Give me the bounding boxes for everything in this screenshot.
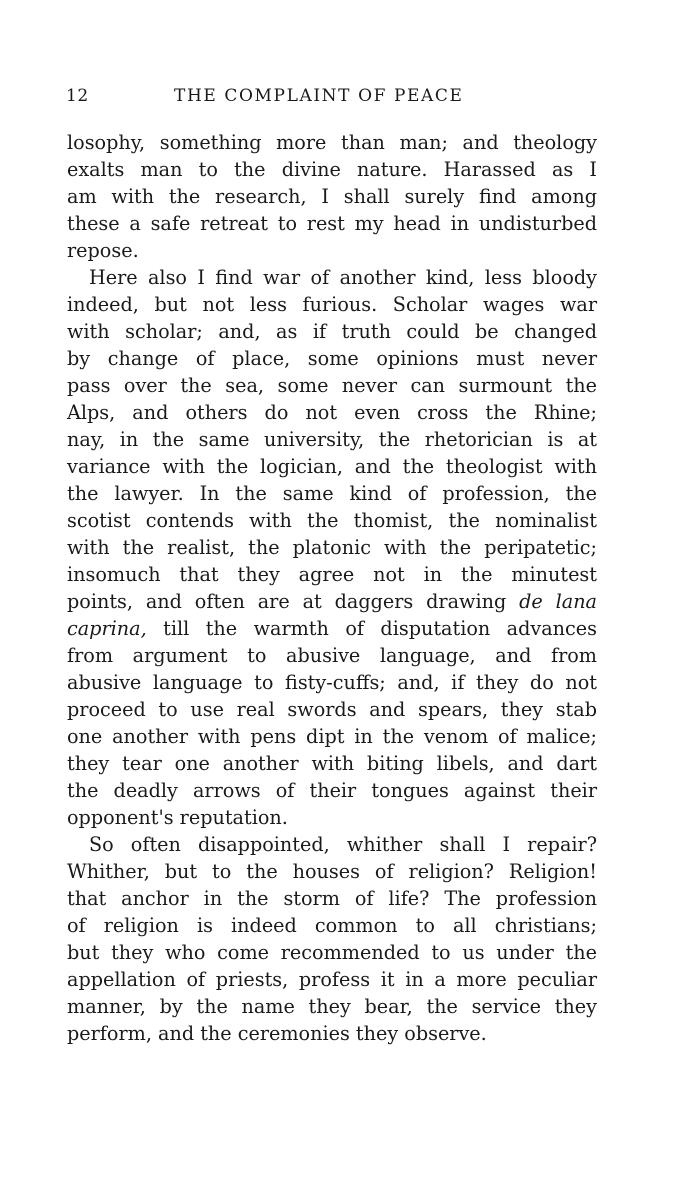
text-line: opponent's reputation. xyxy=(67,806,288,829)
text-line: these a safe retreat to rest my head in undisturbed xyxy=(67,212,597,235)
text-line: that anchor in the storm of life? The profession xyxy=(67,887,597,910)
text-line: proceed to use real swords and spears, they stab xyxy=(67,698,597,721)
text-line: variance with the logician, and the theologist with xyxy=(67,455,597,478)
text-line: but they who come recommended to us under the xyxy=(67,941,597,964)
text-line: repose. xyxy=(67,239,139,262)
text-line: by change of place, some opinions must never xyxy=(67,347,597,370)
text-line-with-italic xyxy=(67,588,597,615)
text-line: from argument to abusive language, and from xyxy=(67,644,597,667)
text-line: abusive language to fisty-cuffs; and, if they do not xyxy=(67,671,597,694)
text-line: Alps, and others do not even cross the Rhine; xyxy=(67,401,597,424)
text-line: pass over the sea, some never can surmount the xyxy=(67,374,597,397)
text-line: with scholar; and, as if truth could be changed xyxy=(67,320,597,343)
paragraph-3 xyxy=(67,831,597,1047)
text-line: exalts man to the divine nature. Harassed as I xyxy=(67,158,597,181)
page-number: 12 xyxy=(66,86,89,106)
text-line: losophy, something more than man; and theology xyxy=(67,131,597,154)
text-line: scotist contends with the thomist, the nominalist xyxy=(67,509,597,532)
running-head xyxy=(66,86,596,112)
text-line: indeed, but not less furious. Scholar wages war xyxy=(67,293,597,316)
text-line: the lawyer. In the same kind of profession, the xyxy=(67,482,597,505)
body-text xyxy=(67,129,597,1047)
italic-phrase: caprina, xyxy=(67,617,147,640)
text-line: appellation of priests, profess it in a more peculiar xyxy=(67,968,597,991)
paragraph-1 xyxy=(67,129,597,264)
text-line: they tear one another with biting libels, and dart xyxy=(67,752,597,775)
text-line-with-italic xyxy=(67,615,597,642)
running-title: THE COMPLAINT OF PEACE xyxy=(174,86,464,106)
text-line: So often disappointed, whither shall I repair? xyxy=(89,833,597,856)
text-line: one another with pens dipt in the venom of malice; xyxy=(67,725,597,748)
text-line: insomuch that they agree not in the minutest xyxy=(67,563,597,586)
text-line: of religion is indeed common to all christians; xyxy=(67,914,597,937)
text-line: am with the research, I shall surely find among xyxy=(67,185,597,208)
text-line: with the realist, the platonic with the peripatetic; xyxy=(67,536,597,559)
text-line: Here also I find war of another kind, less bloody xyxy=(89,266,597,289)
text-line: Whither, but to the houses of religion? Religion! xyxy=(67,860,597,883)
text-line: manner, by the name they bear, the service they xyxy=(67,995,597,1018)
paragraph-2 xyxy=(67,264,597,831)
text-line: the deadly arrows of their tongues against their xyxy=(67,779,597,802)
text-line: perform, and the ceremonies they observe. xyxy=(67,1022,487,1045)
italic-phrase: de lana xyxy=(519,590,597,613)
text-segment: points, and often are at daggers drawing xyxy=(67,590,520,613)
text-segment: till the warmth of disputation advances xyxy=(146,617,597,640)
text-line: nay, in the same university, the rhetorician is at xyxy=(67,428,597,451)
